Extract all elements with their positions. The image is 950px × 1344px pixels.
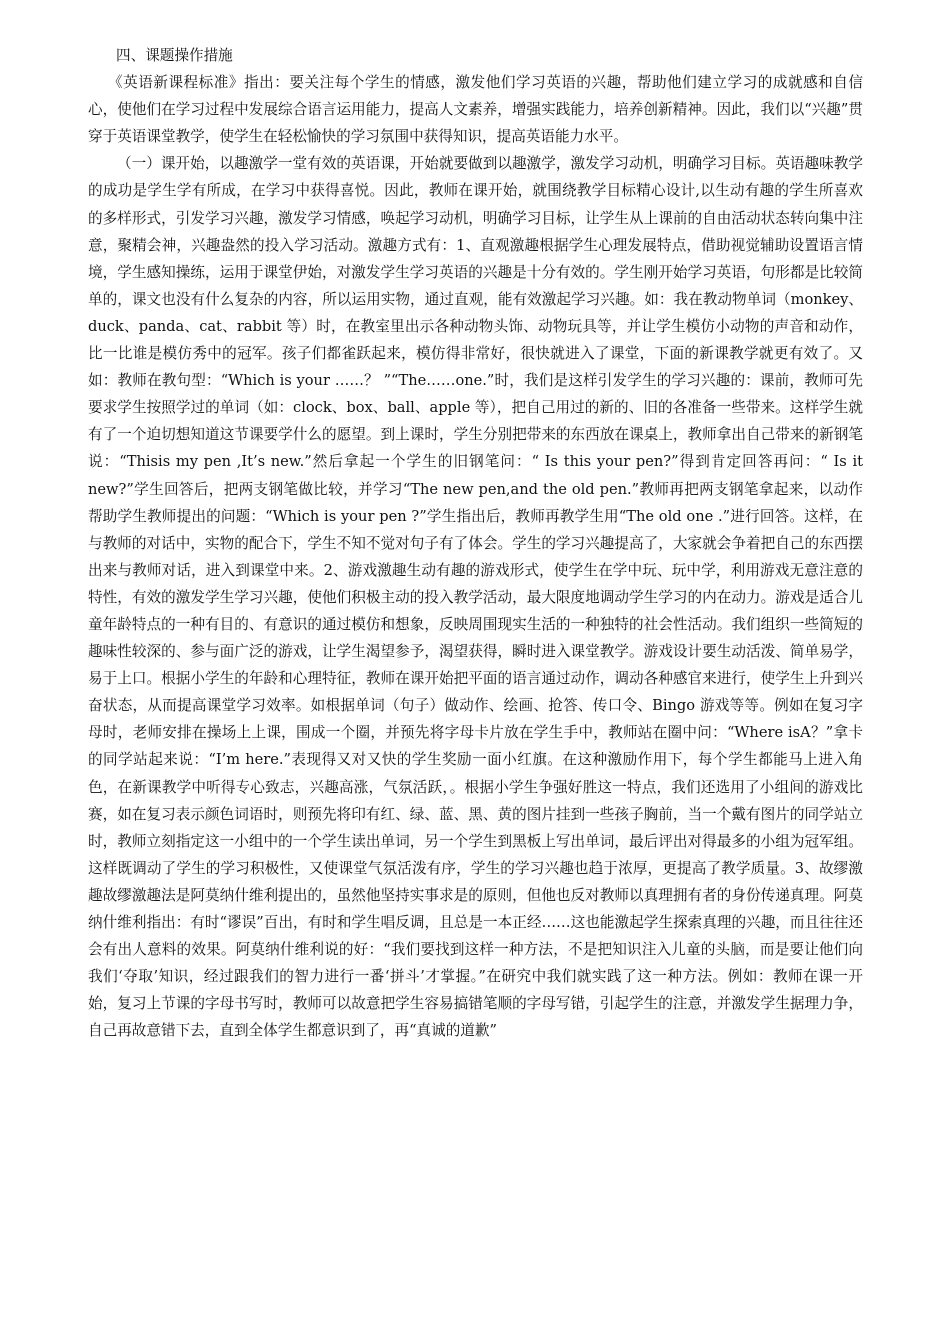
paragraph-intro: 《英语新课程标准》指出：要关注每个学生的情感，激发他们学习英语的兴趣，帮助他们建立学习的成就感和自信心，使他们在学习过程中发展综合语言运用能力，提高人文素养，增强实践能力，培养创新精神。因此，我们以“兴趣”贯穿于英语课堂教学，使学生在轻松愉快的学习氛围中获得知识，提高英语能力水平。 [88, 74, 863, 146]
paragraph-body: （一）课开始，以趣激学一堂有效的英语课，开始就要做到以趣激学，激发学习动机，明确学习目标。英语趣味教学的成功是学生学有所成，在学习中获得喜悦。因此，教师在课开始，就围绕教学目标精心设计,以生动有趣的学生所喜欢的多样形式，引发学习兴趣，激发学习情感，唤起学习动机，明确学习目标，让学生从上课前的自由活动状态转向集中注意，聚精会神，兴趣盎然的投入学习活动。激趣方式有：1、直观激趣根据学生心理发展特点，借助视觉辅助设置语言情境，学生感知操练，运用于课堂伊始，对激发学生学习英语的兴趣是十分有效的。学生刚开始学习英语，句形都是比较简单的，课文也没有什么复杂的内容，所以运用实物，通过直观，能有效激起学习兴趣。如：我在教动物单词（monkey、duck、panda、cat、rabbit 等）时，在教室里出示各种动物头饰、动物玩具等，并让学生模仿小动物的声音和动作，比一比谁是模仿秀中的冠军。孩子们都雀跃起来，模仿得非常好，很快就进入了课堂，下面的新课教学就更有效了。又如：教师在教句型：“Which is your ……？ ”“The……one.”时，我们是这样引发学生的学习兴趣的：课前，教师可先要求学生按照学过的单词（如：clock、box、ball、apple 等），把自己用过的新的、旧的各准备一些带来。这样学生就有了一个迫切想知道这节课要学什么的愿望。到上课时，学生分别把带来的东西放在课桌上，教师拿出自己带来的新钢笔说：“Thisis my pen ,It’s new.”然后拿起一个学生的旧钢笔问：“ Is this your pen?”得到肯定回答再问：“ Is it new?”学生回答后，把两支钢笔做比较，并学习“The new pen,and the old pen.”教师再把两支钢笔拿起来，以动作帮助学生教师提出的问题：“Which is your pen ?”学生指出后，教师再教学生用“The old one .”进行回答。这样，在与教师的对话中，实物的配合下，学生不知不觉对句子有了体会。学生的学习兴趣提高了，大家就会争着把自己的东西摆出来与教师对话，进入到课堂中来。2、游戏激趣生动有趣的游戏形式，使学生在学中玩、玩中学，利用游戏无意注意的特性，有效的激发学生学习兴趣，使他们积极主动的投入教学活动，最大限度地调动学生学习的内在动力。游戏是适合儿童年龄特点的一种有目的、有意识的通过模仿和想象，反映周围现实生活的一种独特的社会性活动。我们组织一些简短的趣味性较深的、参与面广泛的游戏，让学生渴望参予，渴望获得，瞬时进入课堂教学。游戏设计要生动活泼、简单易学，易于上口。根据小学生的年龄和心理特征，教师在课开始把平面的语言通过动作，调动各种感官来进行，使学生上升到兴奋状态，从而提高课堂学习效率。如根据单词（句子）做动作、绘画、抢答、传口令、Bingo 游戏等等。例如在复习字母时，老师安排在操场上上课，围成一个圈，并预先将字母卡片放在学生手中，教师站在圈中问：“Where isA？”拿卡的同学站起来说：“I’m here.”表现得又对又快的学生奖励一面小红旗。在这种激励作用下，每个学生都能马上进入角色，在新课教学中听得专心致志，兴趣高涨，气氛活跃，。根据小学生争强好胜这一特点，我们还选用了小组间的游戏比赛，如在复习表示颜色词语时，则预先将印有红、绿、蓝、黑、黄的图片挂到一些孩子胸前，当一个戴有图片的同学站立时，教师立刻指定这一小组中的一个学生读出单词，另一个学生到黑板上写出单词，最后评出对得最多的小组为冠军组。这样既调动了学生的学习积极性，又使课堂气氛活泼有序，学生的学习兴趣也趋于浓厚，更提高了教学质量。3、故缪激趣故缪激趣法是阿莫纳什维利提出的，虽然他坚持实事求是的原则，但他也反对教师以真理拥有者的身份传递真理。阿莫纳什维利指出：有时“谬误”百出，有时和学生唱反调，且总是一本正经……这也能激起学生探索真理的兴趣，而且往往还会有出人意料的效果。阿莫纳什维利说的好：“我们要找到这样一种方法，不是把知识注入儿童的头脑，而是要让他们向我们‘夺取’知识，经过跟我们的智力进行一番‘拼斗’才掌握。”在研究中我们就实践了这一种方法。例如：教师在课一开始，复习上节课的字母书写时，教师可以故意把学生容易搞错笔顺的字母写错，引起学生的注意，并激发学生据理力争，自己再故意错下去，直到全体学生都意识到了，再“真诚的道歉” [88, 155, 863, 1040]
section-heading: 四、课题操作措施 [116, 47, 233, 64]
document-page [88, 42, 863, 1044]
